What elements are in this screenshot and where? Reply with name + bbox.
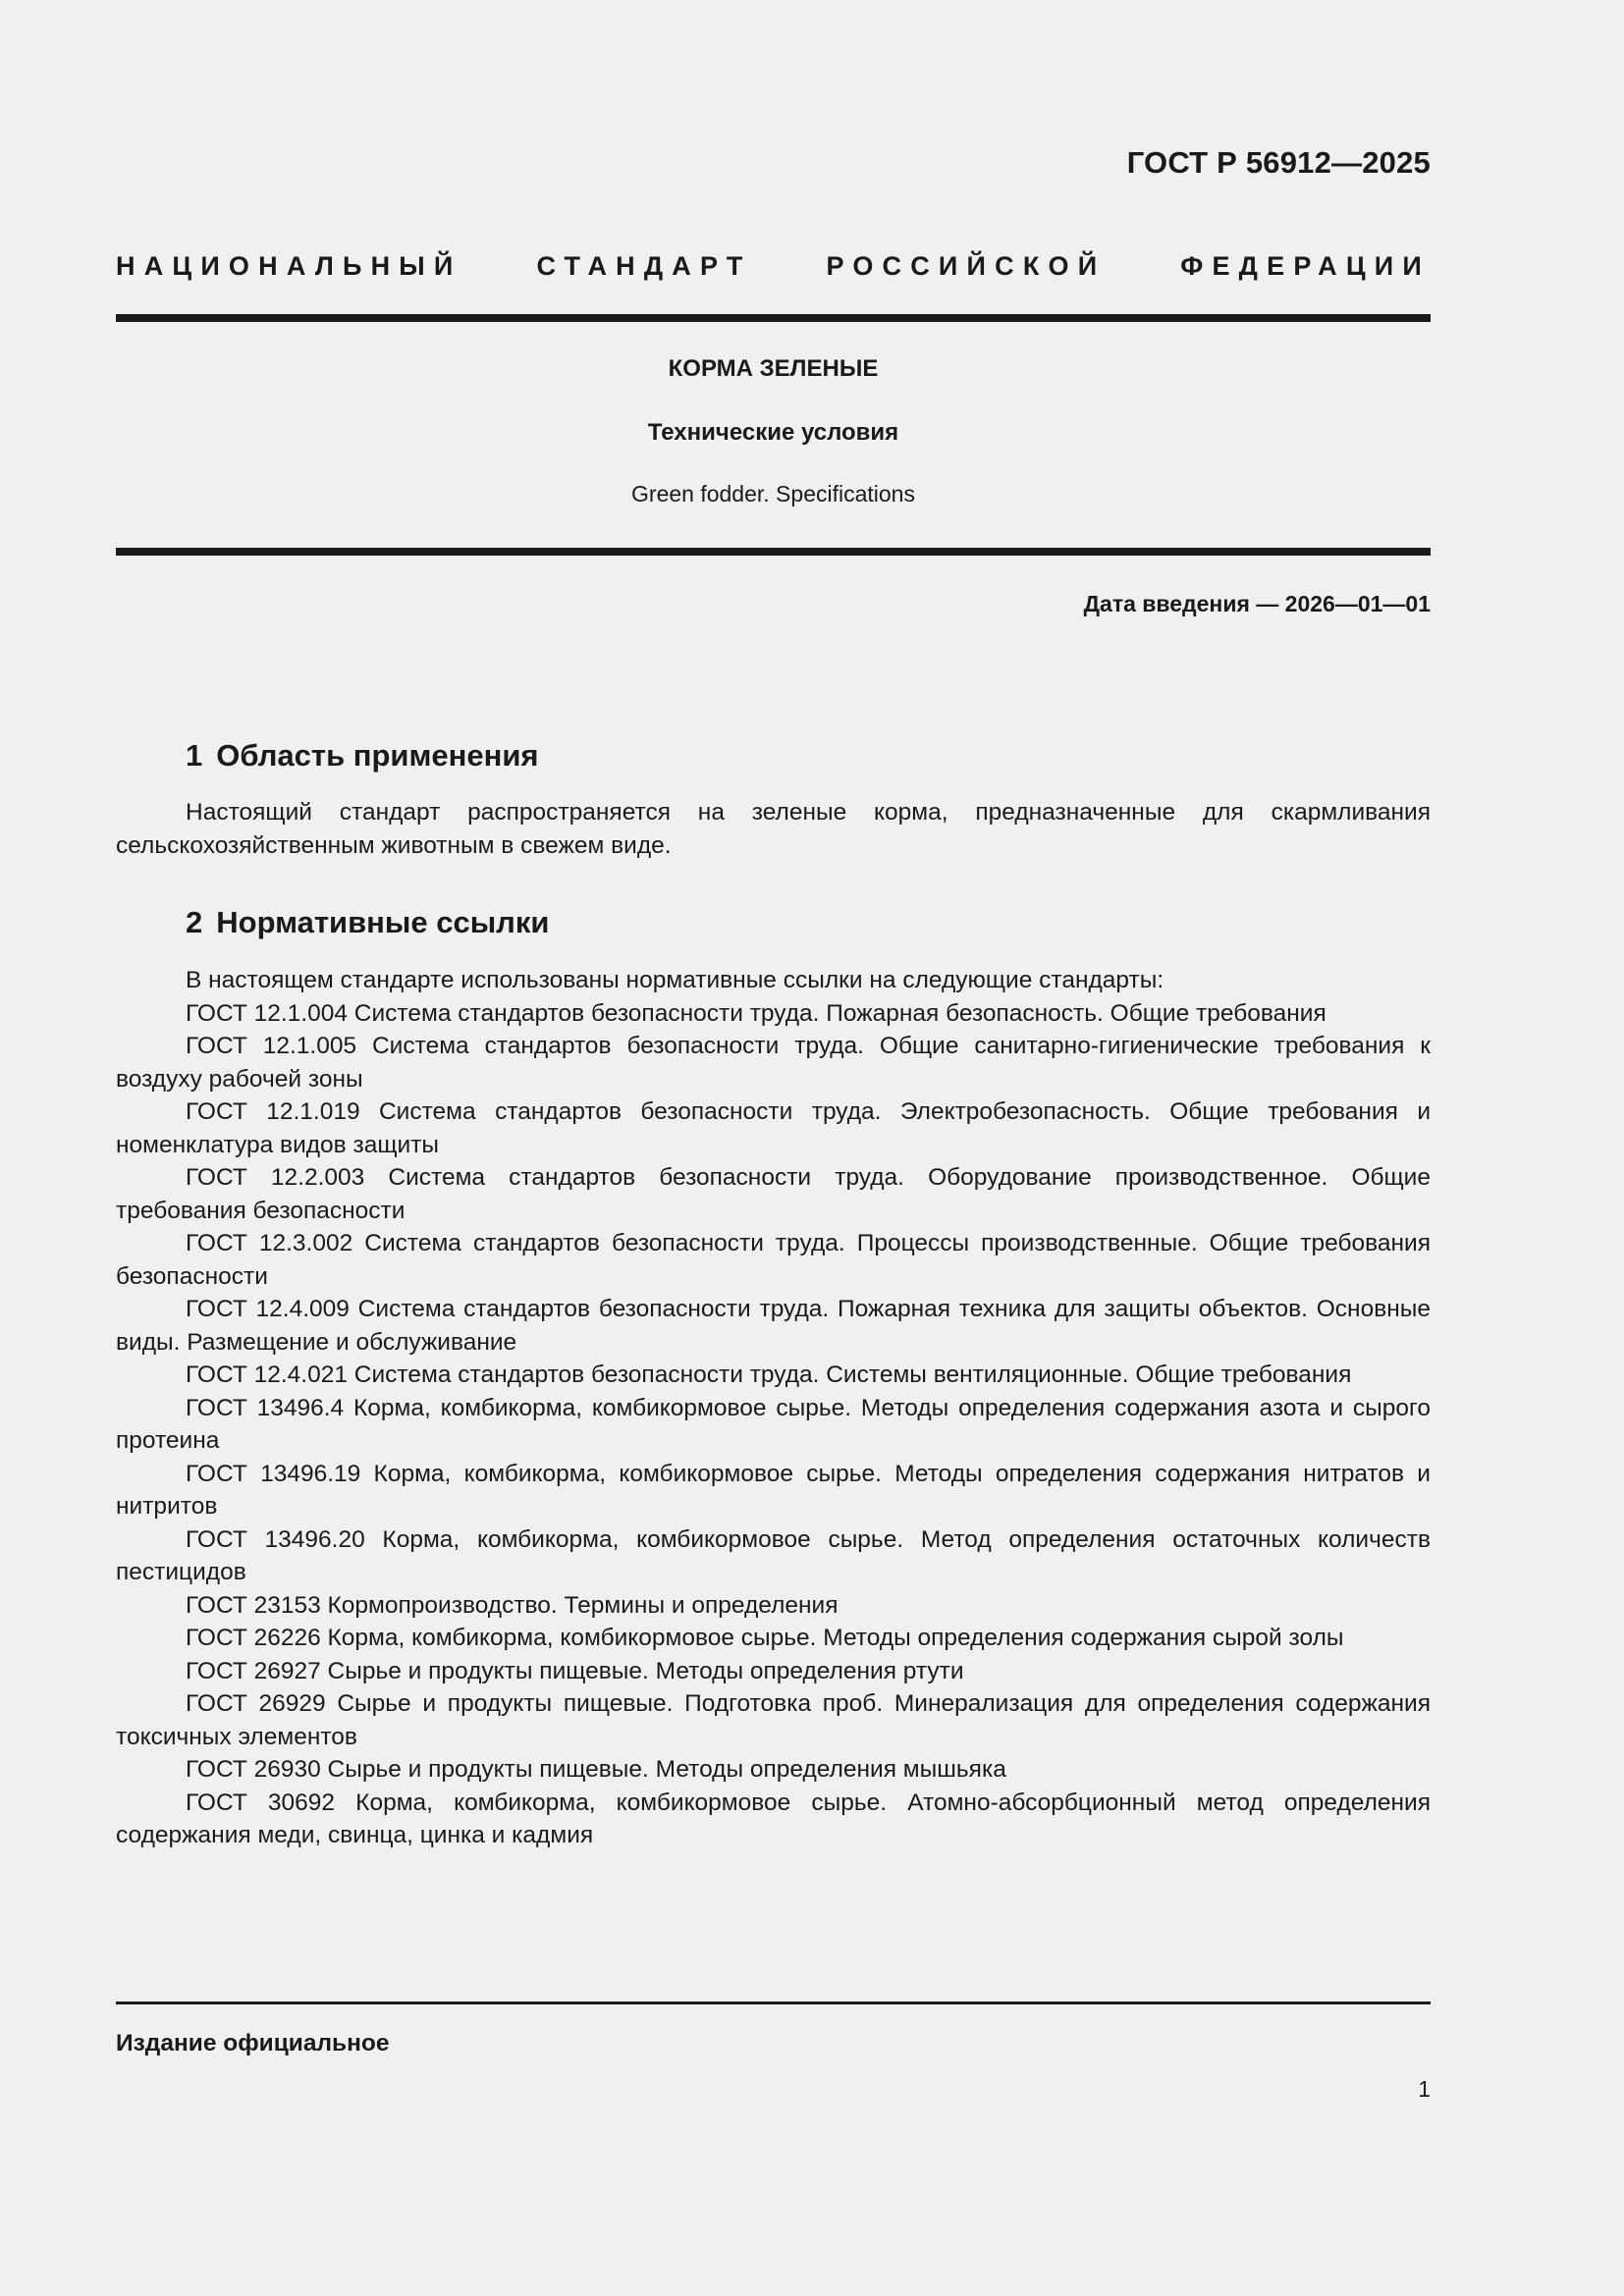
reference-item: ГОСТ 13496.20 Корма, комбикорма, комбикормовое сырье. Метод определения остаточных количеств пестицидов [116,1525,1431,1585]
references-intro: В настоящем стандарте использованы нормативные ссылки на следующие стандарты: [186,967,1164,993]
english-title: Green fodder. Specifications [631,481,915,507]
standard-number: ГОСТ Р 56912—2025 [1126,145,1431,180]
reference-item: ГОСТ 26929 Сырье и продукты пищевые. Подготовка проб. Минерализация для определения содержания токсичных элементов [116,1690,1431,1750]
section-1-number: 1 [186,738,203,773]
section-2-title: Нормативные ссылки [216,905,550,939]
title-divider [116,548,1431,556]
reference-item: ГОСТ 26226 Корма, комбикорма, комбикормовое сырье. Методы определения содержания сырой золы [186,1625,1344,1651]
reference-item: ГОСТ 26930 Сырье и продукты пищевые. Методы определения мышьяка [186,1756,1006,1783]
reference-item: ГОСТ 13496.19 Корма, комбикорма, комбикормовое сырье. Методы определения содержания нитратов и нитритов [116,1460,1431,1520]
section-1-title: Область применения [216,738,539,773]
section-1-text: Настоящий стандарт распространяется на зеленые корма, предназначенные для скармливания сельскохозяйственным животным в свежем виде. [116,799,1431,859]
reference-item: ГОСТ 12.1.019 Система стандартов безопасности труда. Электробезопасность. Общие требования и номенклатура видов защиты [116,1098,1431,1158]
references-list [116,964,1431,1852]
footer-divider [116,2002,1431,2004]
national-standard-banner: НАЦИОНАЛЬНЫЙ СТАНДАРТ РОССИЙСКОЙ ФЕДЕРАЦИИ [116,251,1431,281]
reference-item: ГОСТ 23153 Кормопроизводство. Термины и определения [186,1591,839,1619]
reference-item: ГОСТ 13496.4 Корма, комбикорма, комбикормовое сырье. Методы определения содержания азота и сырого протеина [116,1394,1431,1454]
introduction-date: Дата введения — 2026—01—01 [1083,591,1431,616]
page-number: 1 [1418,2076,1431,2102]
official-edition-label: Издание официальное [116,2030,390,2056]
section-2-number: 2 [186,905,203,939]
top-divider [116,314,1431,322]
reference-item: ГОСТ 12.3.002 Система стандартов безопасности труда. Процессы производственные. Общие требования безопасности [116,1230,1431,1290]
reference-item: ГОСТ 12.1.004 Система стандартов безопасности труда. Пожарная безопасность. Общие требования [186,999,1326,1027]
reference-item: ГОСТ 12.4.009 Система стандартов безопасности труда. Пожарная техника для защиты объектов. Основные виды. Размещение и обслуживание [116,1296,1431,1356]
section-2-heading [186,905,549,940]
reference-item: ГОСТ 12.4.021 Система стандартов безопасности труда. Системы вентиляционные. Общие требования [186,1362,1352,1388]
reference-item: ГОСТ 12.1.005 Система стандартов безопасности труда. Общие санитарно-гигиенические требования к воздуху рабочей зоны [116,1033,1431,1093]
reference-item: ГОСТ 30692 Корма, комбикорма, комбикормовое сырье. Атомно-абсорбционный метод определения содержания меди, свинца, цинка и кадмия [116,1789,1431,1848]
document-title: КОРМА ЗЕЛЕНЫЕ [668,355,879,382]
reference-item: ГОСТ 12.2.003 Система стандартов безопасности труда. Оборудование производственное. Общие требования безопасности [116,1164,1431,1224]
document-subtitle: Технические условия [647,419,899,446]
section-1-heading [186,738,539,774]
reference-item: ГОСТ 26927 Сырье и продукты пищевые. Методы определения ртути [186,1657,964,1684]
